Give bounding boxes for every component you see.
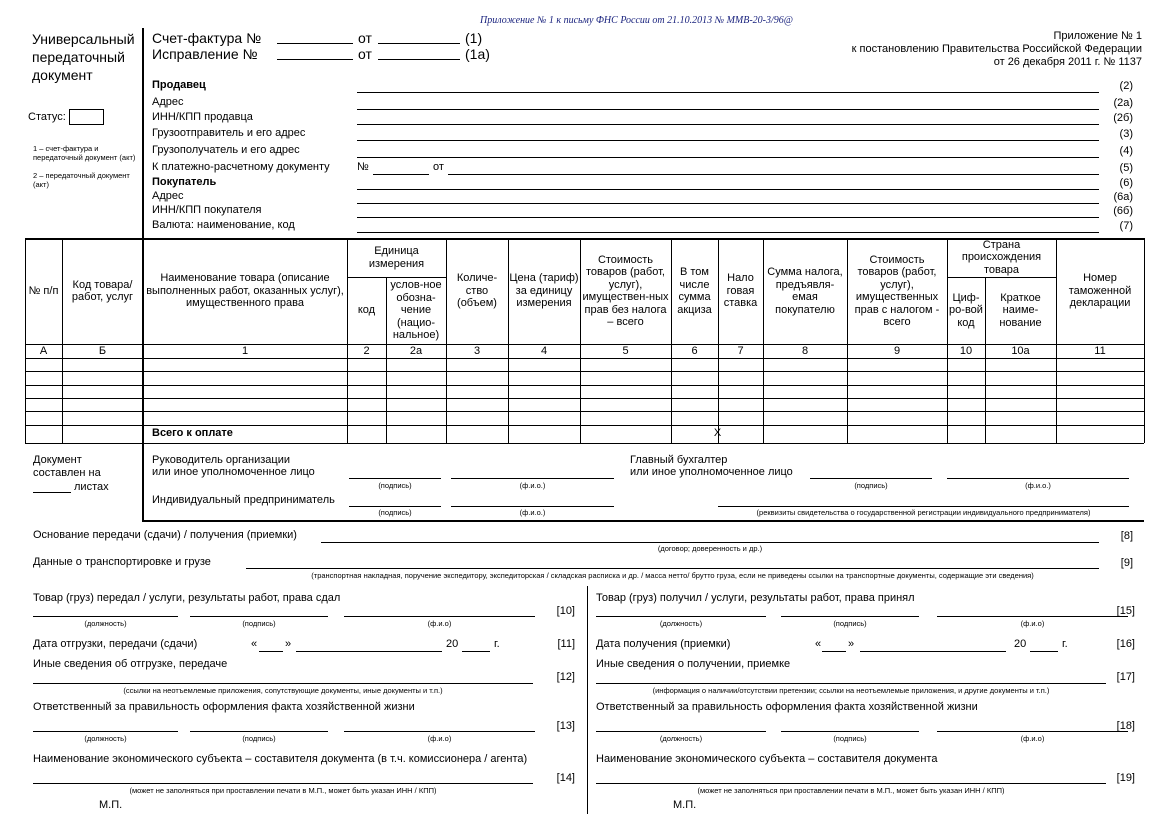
total-label: Всего к оплате bbox=[152, 426, 233, 439]
field-ref-6: (6) bbox=[1119, 177, 1133, 189]
left-stamp-place: М.П. bbox=[99, 799, 123, 811]
ip-registration-caption: (реквизиты свидетельства о государственной регистрации индивидуального предпринимателя) bbox=[756, 508, 1091, 517]
field-ref-7: (6а) bbox=[1113, 191, 1133, 203]
header-unit-code: код bbox=[357, 304, 376, 317]
right-date-label: Дата получения (приемки) bbox=[596, 638, 731, 650]
table-bottom bbox=[25, 443, 1144, 444]
ip-fio-caption: (ф.и.о.) bbox=[519, 508, 546, 517]
left-other-label: Иные сведения об отгрузке, передаче bbox=[33, 658, 228, 670]
left-other-ref: [12] bbox=[556, 671, 575, 683]
left-signature-field-2[interactable] bbox=[344, 616, 535, 617]
field-ref-8: (6б) bbox=[1113, 205, 1133, 217]
ip-label: Индивидуальный предприниматель bbox=[152, 494, 335, 506]
correction-label: Исправление № bbox=[152, 46, 258, 62]
right-signature-field-0[interactable] bbox=[596, 616, 766, 617]
invoice-date-field[interactable] bbox=[378, 43, 460, 44]
column-number: 7 bbox=[737, 345, 744, 357]
accountant-label-2: или иное уполномоченное лицо bbox=[630, 466, 793, 478]
right-signature-caption-0: (должность) bbox=[659, 619, 703, 628]
invoice-label: Счет-фактура № bbox=[152, 30, 262, 46]
header-country-code: Циф-ро-вой код bbox=[949, 291, 983, 329]
right-stamp-place: М.П. bbox=[673, 799, 697, 811]
column-number: 5 bbox=[622, 345, 629, 357]
bottom-center-divider bbox=[587, 586, 588, 814]
table-row bbox=[25, 371, 1144, 372]
sheets-count-field[interactable] bbox=[33, 492, 71, 493]
header-unit: Единица измерения bbox=[368, 245, 425, 270]
header-tax: Сумма налога, предъявля-емая покупателю bbox=[767, 266, 843, 316]
column-number: 1 bbox=[241, 345, 249, 357]
right-responsible-ref: [18] bbox=[1116, 720, 1135, 732]
head-fio-caption: (ф.и.о.) bbox=[519, 481, 546, 490]
right-responsible-label: Ответственный за правильность оформления факта хозяйственной жизни bbox=[596, 701, 978, 713]
basis-label: Основание передачи (сдачи) / получения (приемки) bbox=[33, 529, 297, 541]
right-date-quote-open: « bbox=[815, 638, 822, 650]
right-other-ref: [17] bbox=[1116, 671, 1135, 683]
column-number: 8 bbox=[801, 345, 809, 357]
left-signature-caption-0: (должность) bbox=[84, 619, 127, 628]
right-received-ref: [15] bbox=[1116, 605, 1135, 617]
transport-ref: [9] bbox=[1120, 557, 1133, 569]
left-entity-field[interactable] bbox=[33, 783, 533, 784]
status-note-2: 2 – передаточный документ (акт) bbox=[33, 171, 130, 189]
left-responsible-field-2[interactable] bbox=[344, 731, 535, 732]
left-date-g-label: г. bbox=[494, 638, 500, 650]
right-entity-label: Наименование экономического субъекта – составителя документа bbox=[596, 753, 938, 765]
right-date-ref: [16] bbox=[1116, 638, 1135, 650]
column-number: Б bbox=[98, 345, 107, 357]
field-label-4: Грузополучатель и его адрес bbox=[152, 144, 300, 156]
right-other-caption: (информация о наличии/отсутствии претензии; ссылки на неотъемлемые приложения, и другие документы и т.п.) bbox=[652, 686, 1050, 695]
field-label-9: Валюта: наименование, код bbox=[152, 219, 295, 231]
table-outer-border bbox=[1144, 238, 1145, 443]
payment-doc-num-label: № bbox=[357, 161, 369, 173]
accountant-sign-caption: (подпись) bbox=[854, 481, 888, 490]
field-input-9[interactable] bbox=[357, 232, 1099, 233]
right-signature-field-2[interactable] bbox=[937, 616, 1128, 617]
header-qty: Количе-ство (объем) bbox=[456, 272, 498, 310]
correction-from-label: от bbox=[358, 46, 372, 62]
header-country-name: Краткое наиме-нование bbox=[999, 291, 1042, 329]
payment-doc-date-field[interactable] bbox=[448, 174, 1099, 175]
right-date-year-field[interactable] bbox=[1030, 651, 1058, 652]
left-date-quote-close: » bbox=[285, 638, 292, 650]
column-number: 2а bbox=[409, 345, 423, 357]
composed-line-3: листах bbox=[74, 481, 109, 493]
right-responsible-caption-1: (подпись) bbox=[833, 734, 867, 743]
field-ref-2: (2б) bbox=[1113, 112, 1133, 124]
status-label: Статус: bbox=[28, 111, 66, 123]
header-excise: В том числе сумма акциза bbox=[677, 266, 712, 316]
total-excise-x: X bbox=[713, 426, 722, 439]
left-responsible-caption-0: (должность) bbox=[84, 734, 127, 743]
column-number: 10а bbox=[1011, 345, 1030, 357]
accountant-signature-field[interactable] bbox=[810, 478, 932, 479]
left-date-day-field[interactable] bbox=[259, 651, 283, 652]
header-price: Цена (тариф) за единицу измерения bbox=[509, 272, 579, 310]
table-row bbox=[25, 398, 1144, 399]
left-date-ref: [11] bbox=[557, 638, 575, 650]
transport-label: Данные о транспортировке и грузе bbox=[33, 556, 211, 568]
field-ref-1: (2а) bbox=[1113, 97, 1133, 109]
header-cost: Стоимость товаров (работ, услуг), имуществен-ных прав без налога – всего bbox=[582, 253, 669, 328]
left-entity-label: Наименование экономического субъекта – составителя документа (в т.ч. комиссионера / агента) bbox=[33, 753, 528, 765]
table-colnum-bottom bbox=[25, 358, 1144, 359]
column-number: 6 bbox=[691, 345, 698, 357]
right-date-year-label: 20 bbox=[1014, 638, 1027, 650]
right-entity-ref: [19] bbox=[1116, 772, 1135, 784]
field-label-7: Адрес bbox=[152, 190, 184, 202]
basis-ref: [8] bbox=[1120, 530, 1133, 542]
left-entity-ref: [14] bbox=[556, 772, 575, 784]
field-ref-4: (4) bbox=[1119, 145, 1133, 157]
ip-registration-field[interactable] bbox=[718, 506, 1129, 507]
table-row bbox=[25, 425, 1144, 426]
ip-signature-field[interactable] bbox=[349, 506, 441, 507]
header-unit-name: услов-ное обозна-чение (нацио-нальное) bbox=[390, 279, 442, 342]
left-signature-field-1[interactable] bbox=[190, 616, 328, 617]
column-number: А bbox=[39, 345, 48, 357]
field-input-0[interactable] bbox=[357, 92, 1099, 93]
left-responsible-ref: [13] bbox=[556, 720, 575, 732]
appendix-line-1: Приложение № 1 bbox=[1053, 30, 1142, 42]
field-label-2: ИНН/КПП продавца bbox=[152, 111, 253, 123]
right-signature-field-1[interactable] bbox=[781, 616, 919, 617]
transport-field[interactable] bbox=[246, 568, 1099, 569]
payment-doc-from-label: от bbox=[433, 161, 444, 173]
column-number: 2 bbox=[363, 345, 370, 357]
accountant-label-1: Главный бухгалтер bbox=[630, 454, 728, 466]
table-row bbox=[25, 411, 1144, 412]
right-date-g-label: г. bbox=[1062, 638, 1068, 650]
column-number: 4 bbox=[540, 345, 548, 357]
left-date-label: Дата отгрузки, передачи (сдачи) bbox=[33, 638, 198, 650]
right-date-day-field[interactable] bbox=[822, 651, 846, 652]
head-label-1: Руководитель организации bbox=[152, 454, 291, 466]
payment-doc-number-field[interactable] bbox=[373, 174, 429, 175]
head-fio-field[interactable] bbox=[451, 478, 614, 479]
left-responsible-field-1[interactable] bbox=[190, 731, 328, 732]
invoice-number-field[interactable] bbox=[277, 43, 353, 44]
right-responsible-caption-2: (ф.и.о) bbox=[1020, 734, 1045, 743]
signature-left-divider bbox=[142, 443, 144, 521]
correction-number-field[interactable] bbox=[277, 59, 353, 60]
left-date-month-field[interactable] bbox=[296, 651, 442, 652]
table-row bbox=[25, 385, 1144, 386]
column-number: 9 bbox=[893, 345, 901, 357]
right-other-field[interactable] bbox=[596, 683, 1106, 684]
column-number: 11 bbox=[1094, 345, 1106, 357]
header-rate: Нало говая ставка bbox=[723, 272, 758, 310]
header-country: Страна происхождения товара bbox=[961, 238, 1042, 276]
left-column-divider bbox=[142, 28, 144, 238]
left-entity-caption: (может не заполняться при проставлении печати в М.П., может быть указан ИНН / КПП) bbox=[129, 786, 437, 795]
appendix-line-2: к постановлению Правительства Российской Федерации bbox=[851, 43, 1142, 55]
right-entity-caption: (может не заполняться при проставлении печати в М.П., может быть указан ИНН / КПП) bbox=[697, 786, 1005, 795]
field-ref-0: (2) bbox=[1119, 80, 1133, 92]
field-label-5: К платежно-расчетному документу bbox=[152, 161, 330, 173]
invoice-ref: (1) bbox=[465, 30, 483, 46]
field-input-6[interactable] bbox=[357, 189, 1099, 190]
field-label-8: ИНН/КПП покупателя bbox=[152, 204, 262, 216]
field-ref-5: (5) bbox=[1119, 162, 1133, 174]
field-input-7[interactable] bbox=[357, 203, 1099, 204]
correction-date-field[interactable] bbox=[378, 59, 460, 60]
right-received-label: Товар (груз) получил / услуги, результаты работ, права принял bbox=[596, 592, 915, 604]
signature-bottom-border bbox=[142, 520, 1144, 522]
status-note-1: 1 – счет-фактура и передаточный документ (акт) bbox=[33, 144, 136, 162]
basis-field[interactable] bbox=[321, 542, 1099, 543]
left-signature-caption-1: (подпись) bbox=[242, 619, 276, 628]
right-signature-caption-1: (подпись) bbox=[833, 619, 867, 628]
left-other-caption: (ссылки на неотъемлемые приложения, сопутствующие документы, иные документы и т.п.) bbox=[123, 686, 443, 695]
head-signature-field[interactable] bbox=[349, 478, 441, 479]
right-responsible-caption-0: (должность) bbox=[659, 734, 703, 743]
right-other-label: Иные сведения о получении, приемке bbox=[596, 658, 791, 670]
field-label-0: Продавец bbox=[152, 79, 206, 91]
composed-line-2: составлен на bbox=[33, 467, 101, 479]
accountant-fio-caption: (ф.и.о.) bbox=[1025, 481, 1051, 490]
basis-caption: (договор; доверенность и др.) bbox=[657, 544, 763, 553]
transport-caption: (транспортная накладная, поручение экспедитору, экспедиторская / складская расписка и др. / масса нетто/ брутто груза, если не приведены ссылки на транспортные документы, содержащие эти сведения) bbox=[311, 571, 1034, 580]
left-signature-field-0[interactable] bbox=[33, 616, 178, 617]
head-label-2: или иное уполномоченное лицо bbox=[152, 466, 315, 478]
header-name: Наименование товара (описание выполненных работ, оказанных услуг), имущественного права bbox=[146, 272, 344, 310]
accountant-fio-field[interactable] bbox=[947, 478, 1129, 479]
right-responsible-field-0[interactable] bbox=[596, 731, 766, 732]
field-input-3[interactable] bbox=[357, 140, 1099, 141]
invoice-from-label: от bbox=[358, 30, 372, 46]
field-label-3: Грузоотправитель и его адрес bbox=[152, 127, 306, 139]
head-sign-caption: (подпись) bbox=[378, 481, 412, 490]
field-label-6: Покупатель bbox=[152, 176, 217, 188]
field-input-8[interactable] bbox=[357, 217, 1099, 218]
right-entity-field[interactable] bbox=[596, 783, 1106, 784]
right-date-quote-close: » bbox=[848, 638, 855, 650]
header-total: Стоимость товаров (работ, услуг), имущественных прав с налогом - всего bbox=[854, 253, 940, 328]
left-handed-ref: [10] bbox=[556, 605, 575, 617]
right-date-month-field[interactable] bbox=[860, 651, 1006, 652]
column-number: 10 bbox=[959, 345, 973, 357]
column-number: 3 bbox=[473, 345, 481, 357]
field-input-2[interactable] bbox=[357, 124, 1099, 125]
header-code: Код товара/ работ, услуг bbox=[71, 278, 134, 303]
left-signature-caption-2: (ф.и.о) bbox=[427, 619, 452, 628]
document-title: Универсальный передаточный документ bbox=[32, 31, 135, 83]
ip-fio-field[interactable] bbox=[451, 506, 614, 507]
fns-notice: Приложение № 1 к письму ФНС России от 21.10.2013 № ММВ-20-3/96@ bbox=[480, 15, 793, 26]
appendix-line-3: от 26 декабря 2011 г. № 1137 bbox=[993, 56, 1142, 68]
field-input-4[interactable] bbox=[357, 157, 1099, 158]
left-handed-label: Товар (груз) передал / услуги, результаты работ, права сдал bbox=[33, 592, 341, 604]
left-other-field[interactable] bbox=[33, 683, 533, 684]
left-responsible-label: Ответственный за правильность оформления факта хозяйственной жизни bbox=[33, 701, 415, 713]
left-responsible-caption-1: (подпись) bbox=[242, 734, 276, 743]
header-decl: Номер таможенной декларации bbox=[1068, 272, 1132, 310]
right-responsible-field-1[interactable] bbox=[781, 731, 919, 732]
field-label-1: Адрес bbox=[152, 96, 184, 108]
status-box[interactable] bbox=[69, 109, 104, 125]
field-ref-3: (3) bbox=[1119, 128, 1133, 140]
ip-sign-caption: (подпись) bbox=[378, 508, 412, 517]
left-date-quote-open: « bbox=[251, 638, 258, 650]
left-responsible-field-0[interactable] bbox=[33, 731, 178, 732]
composed-line-1: Документ bbox=[33, 454, 82, 466]
header-num: № п/п bbox=[28, 284, 59, 297]
left-responsible-caption-2: (ф.и.о) bbox=[427, 734, 452, 743]
right-signature-caption-2: (ф.и.о) bbox=[1020, 619, 1045, 628]
correction-ref: (1а) bbox=[465, 46, 490, 62]
right-responsible-field-2[interactable] bbox=[937, 731, 1128, 732]
left-date-year-field[interactable] bbox=[462, 651, 490, 652]
field-input-1[interactable] bbox=[357, 109, 1099, 110]
left-date-year-label: 20 bbox=[446, 638, 459, 650]
field-ref-9: (7) bbox=[1119, 220, 1133, 232]
